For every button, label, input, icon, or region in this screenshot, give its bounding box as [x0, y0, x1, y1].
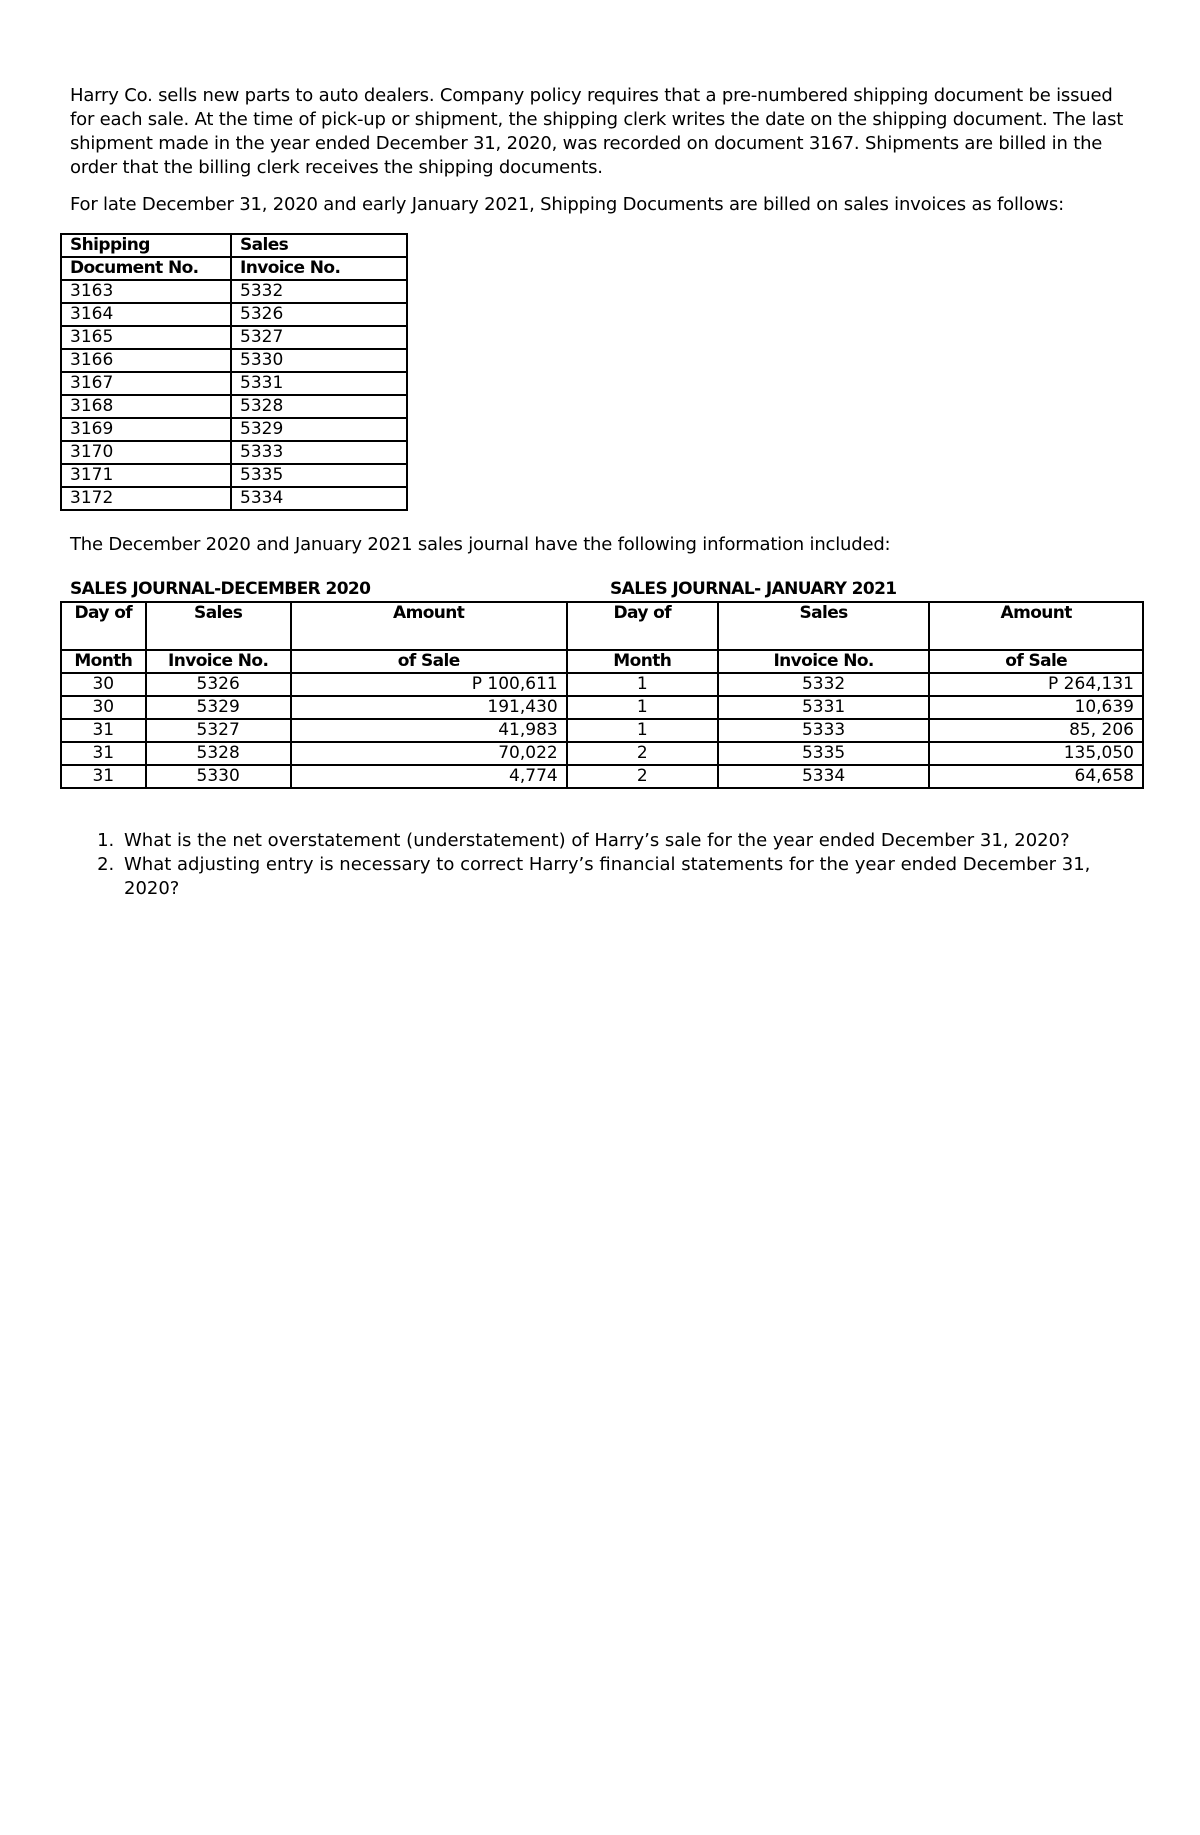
dec-invoice-no-header: Invoice No.	[146, 650, 291, 673]
invoice-cell: 5327	[231, 326, 407, 349]
shipping-doc-cell: 3171	[61, 464, 231, 487]
sales-journal-table	[60, 601, 1144, 789]
jan-amount-cell: 10,639	[929, 696, 1143, 719]
jan-day-header: Day of	[567, 602, 718, 650]
invoice-cell: 5335	[231, 464, 407, 487]
dec-amount-cell: 41,983	[291, 719, 567, 742]
shipping-doc-cell: 3170	[61, 441, 231, 464]
dec-amount-header: Amount	[291, 602, 567, 650]
shipping-invoice-table	[60, 233, 408, 511]
shipping-doc-cell: 3164	[61, 303, 231, 326]
shipping-doc-cell: 3169	[61, 418, 231, 441]
question-list	[70, 829, 1140, 901]
dec-day-header: Day of	[61, 602, 146, 650]
table-header-row	[61, 602, 1143, 650]
table-row	[61, 280, 407, 303]
intro-paragraph: Harry Co. sells new parts to auto dealers. Company policy requires that a pre-numbered shipping document be issued for each sale. At the time of pick-up or shipment, the shipping clerk writes the date on the shipping document. The last shipment made in the year ended December 31, 2020, was recorded on document 3167. Shipments are billed in the order that the billing clerk receives the shipping documents.	[70, 85, 1124, 178]
invoice-cell: 5334	[231, 487, 407, 510]
invoice-cell: 5333	[231, 441, 407, 464]
dec-invoice-cell: 5326	[146, 673, 291, 696]
december-journal-title: SALES JOURNAL-DECEMBER 2020	[70, 579, 371, 599]
dec-amount-cell: P 100,611	[291, 673, 567, 696]
dec-day-cell: 30	[61, 673, 146, 696]
dec-amount-cell: 70,022	[291, 742, 567, 765]
jan-invoice-header: Sales	[718, 602, 930, 650]
jan-amount-cell: 135,050	[929, 742, 1143, 765]
table-header-row	[61, 234, 407, 257]
shipping-doc-cell: 3168	[61, 395, 231, 418]
document-page	[70, 84, 1140, 901]
dec-invoice-cell: 5330	[146, 765, 291, 788]
shipping-doc-cell: 3167	[61, 372, 231, 395]
table-row	[61, 372, 407, 395]
invoice-cell: 5331	[231, 372, 407, 395]
shipping-doc-cell: 3163	[61, 280, 231, 303]
header-shipping: Shipping	[61, 234, 231, 257]
journal-intro-paragraph: The December 2020 and January 2021 sales journal have the following information included:	[70, 534, 891, 555]
shipping-doc-cell: 3166	[61, 349, 231, 372]
jan-invoice-cell: 5332	[718, 673, 930, 696]
dec-amount-cell: 4,774	[291, 765, 567, 788]
dec-day-cell: 31	[61, 765, 146, 788]
table-row	[61, 696, 1143, 719]
table-row	[61, 765, 1143, 788]
shipping-intro-paragraph: For late December 31, 2020 and early January 2021, Shipping Documents are billed on sales invoices as follows:	[70, 194, 1064, 215]
jan-day-cell: 2	[567, 765, 718, 788]
table-row	[61, 326, 407, 349]
jan-day-cell: 1	[567, 719, 718, 742]
jan-day-cell: 1	[567, 696, 718, 719]
jan-amount-cell: 64,658	[929, 765, 1143, 788]
jan-day-cell: 1	[567, 673, 718, 696]
jan-invoice-cell: 5333	[718, 719, 930, 742]
table-row	[61, 487, 407, 510]
invoice-cell: 5326	[231, 303, 407, 326]
dec-invoice-cell: 5329	[146, 696, 291, 719]
invoice-cell: 5328	[231, 395, 407, 418]
dec-day-cell: 30	[61, 696, 146, 719]
table-row	[61, 395, 407, 418]
dec-invoice-cell: 5328	[146, 742, 291, 765]
jan-amount-cell: 85, 206	[929, 719, 1143, 742]
jan-invoice-no-header: Invoice No.	[718, 650, 930, 673]
jan-invoice-cell: 5335	[718, 742, 930, 765]
jan-day-cell: 2	[567, 742, 718, 765]
jan-month-header: Month	[567, 650, 718, 673]
table-row	[61, 303, 407, 326]
jan-amount-header: Amount	[929, 602, 1143, 650]
question-item: 1. What is the net overstatement (understatement) of Harry’s sale for the year ended December 31, 2020?	[120, 829, 1140, 853]
table-row	[61, 349, 407, 372]
dec-invoice-cell: 5327	[146, 719, 291, 742]
jan-invoice-cell: 5331	[718, 696, 930, 719]
dec-of-sale-header: of Sale	[291, 650, 567, 673]
invoice-cell: 5332	[231, 280, 407, 303]
header-document-no: Document No.	[61, 257, 231, 280]
table-row	[61, 673, 1143, 696]
table-row	[61, 742, 1143, 765]
dec-invoice-header: Sales	[146, 602, 291, 650]
shipping-doc-cell: 3165	[61, 326, 231, 349]
invoice-cell: 5329	[231, 418, 407, 441]
dec-month-header: Month	[61, 650, 146, 673]
jan-invoice-cell: 5334	[718, 765, 930, 788]
dec-day-cell: 31	[61, 719, 146, 742]
journal-titles	[60, 575, 1140, 601]
table-header-row	[61, 257, 407, 280]
dec-day-cell: 31	[61, 742, 146, 765]
table-row	[61, 441, 407, 464]
table-row	[61, 464, 407, 487]
shipping-doc-cell: 3172	[61, 487, 231, 510]
dec-amount-cell: 191,430	[291, 696, 567, 719]
header-invoice-no: Invoice No.	[231, 257, 407, 280]
table-row	[61, 719, 1143, 742]
jan-of-sale-header: of Sale	[929, 650, 1143, 673]
table-row	[61, 418, 407, 441]
header-sales: Sales	[231, 234, 407, 257]
invoice-cell: 5330	[231, 349, 407, 372]
jan-amount-cell: P 264,131	[929, 673, 1143, 696]
table-header-row	[61, 650, 1143, 673]
january-journal-title: SALES JOURNAL- JANUARY 2021	[610, 579, 897, 599]
question-item: 2. What adjusting entry is necessary to correct Harry’s financial statements for the year ended December 31, 2020?	[120, 853, 1140, 901]
